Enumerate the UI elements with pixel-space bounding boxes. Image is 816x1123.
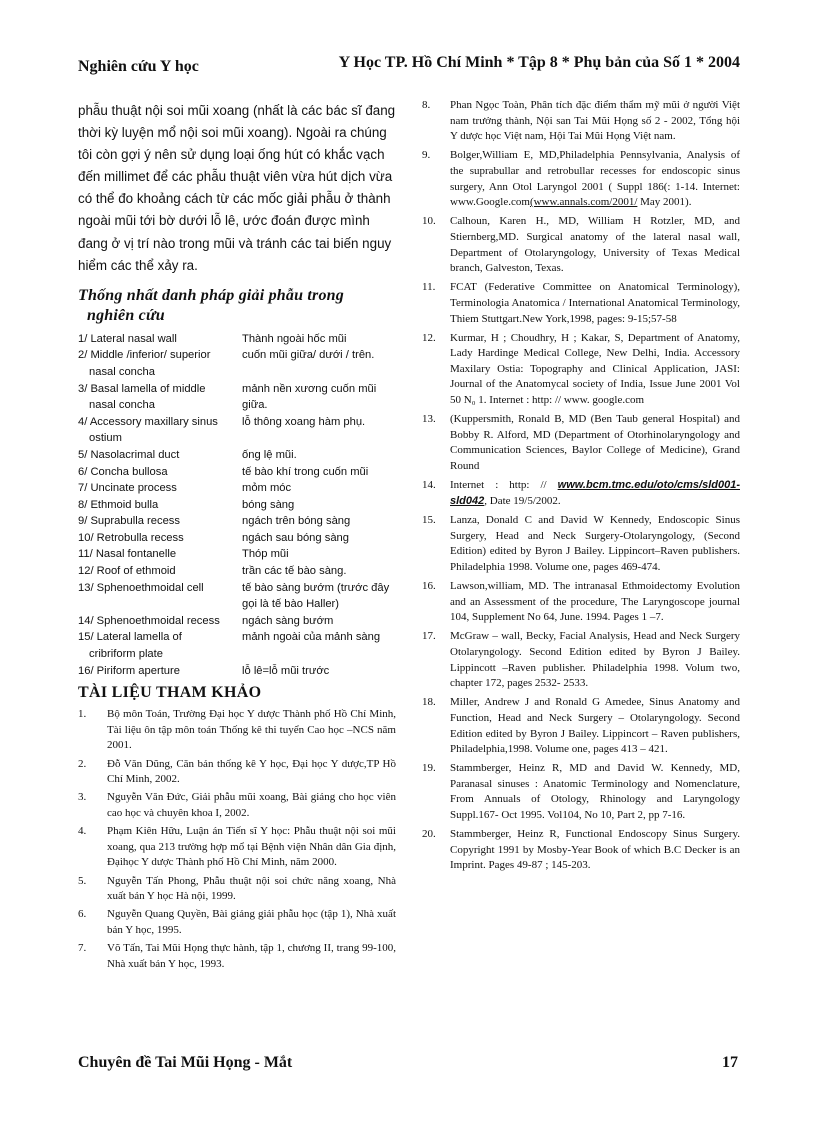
term-english bbox=[78, 381, 236, 414]
term-row bbox=[78, 414, 396, 447]
term-english-line: 8/ Ethmoid bulla bbox=[78, 498, 159, 511]
term-english-wrap: nasal concha bbox=[89, 365, 155, 378]
term-vietnamese: tế bào sàng bướm (trước đây gọi là tế bào Haller) bbox=[242, 581, 390, 611]
reference-text bbox=[450, 695, 740, 757]
reference-tail: , Date 19/5/2002. bbox=[484, 494, 561, 507]
term-vietnamese: mảnh nền xương cuốn mũi giữa. bbox=[242, 382, 377, 412]
intro-paragraph: phẫu thuật nội soi mũi xoang (nhất là các bác sĩ đang thời kỳ luyện mổ nội soi mũi xoang). Ngoài ra chúng tôi còn gợi ý nên sử dụng loại ống hút có khắc vạch đến millimet để các phẫu thuật viên vừa hút dịch vừa có thể đo khoảng cách từ các mốc giải phẫu ở thành ngoài mũi tới bờ dưới lỗ lê, ước đoán được mình đang ở vị trí nào trong mũi và tránh các tai biến nguy hiểm các thể xảy ra. bbox=[78, 103, 396, 273]
reference-item bbox=[422, 214, 740, 276]
reference-item bbox=[422, 695, 740, 757]
reference-number: 10. bbox=[422, 215, 436, 228]
reference-text bbox=[450, 478, 740, 509]
term-english bbox=[78, 580, 236, 613]
term-english-wrap: ostium bbox=[89, 432, 122, 445]
term-english bbox=[78, 563, 236, 580]
reference-item bbox=[78, 790, 396, 821]
section-title bbox=[78, 286, 396, 326]
reference-number: 6. bbox=[78, 908, 87, 921]
reference-text bbox=[450, 412, 740, 474]
reference-body: Calhoun, Karen H., MD, William H Rotzler, MD, and Stiernberg,MD. Surgical anatomy of the lateral nasal wall, Department of Otolaryngology, University of Texas Medical branch, Galveston, Texas. bbox=[450, 215, 740, 275]
term-english bbox=[78, 414, 236, 447]
reference-number: 12. bbox=[422, 331, 436, 344]
term-vietnamese: ngách sàng bướm bbox=[242, 614, 334, 627]
term-row bbox=[78, 613, 396, 630]
reference-body: Lawson,william, MD. The intranasal Ethmoidectomy Evolution and an Assessment of the procedure, The Laryngoscope journal 104, Supplement No 64, June. 1994. Pages 1 –7. bbox=[450, 579, 740, 624]
term-english-line: 5/ Nasolacrimal duct bbox=[78, 448, 180, 461]
term-vietnamese: lỗ lê=lỗ mũi trước bbox=[242, 664, 330, 677]
term-row bbox=[78, 663, 396, 680]
term-english-line: 12/ Roof of ethmoid bbox=[78, 565, 176, 578]
term-vietnamese: tế bào khí trong cuốn mũi bbox=[242, 465, 369, 478]
reference-text bbox=[107, 874, 396, 905]
term-english bbox=[78, 629, 236, 662]
reference-item bbox=[422, 629, 740, 691]
reference-item bbox=[422, 513, 740, 575]
reference-body: Stammberger, Heinz R, Functional Endoscopy Sinus Surgery. Copyright 1991 by Mosby-Year Book of which B.C Decker is an Imprint. Pages 49-87 ; 145-203. bbox=[450, 828, 740, 872]
term-row bbox=[78, 381, 396, 414]
term-english-line: 9/ Suprabulla recess bbox=[78, 515, 180, 528]
term-english-line: 6/ Concha bullosa bbox=[78, 465, 168, 478]
reference-item bbox=[422, 761, 740, 823]
reference-number: 11. bbox=[422, 281, 436, 294]
reference-text bbox=[107, 941, 396, 972]
reference-text bbox=[450, 629, 740, 691]
reference-body: Bộ môn Toán, Trường Đại học Y dược Thành phố Hồ Chí Minh, Tài liệu ôn tập môn toán Thống kê thi tuyển Cao học –NCS năm 2001. bbox=[107, 708, 396, 752]
reference-body: Stammberger, Heinz R, MD and David W. Kennedy, MD, Paranasal sinuses : Anatomic Terminology and Nomenclature, From Annuals of Otology, Rhinology and Laryngology Suppl.167- Oct 1995. Vol104, No 10, Part 2, pp 7-16. bbox=[450, 762, 740, 822]
term-row bbox=[78, 447, 396, 464]
reference-number: 4. bbox=[78, 825, 87, 838]
reference-body: McGraw – wall, Becky, Facial Analysis, Head and Neck Surgery Otolaryngology. Second Edition edited by Byron J Bailey. Lippincott –Raven publisher. Philadelphia 1998. Volum two, chapter 172, pages 2532- 2533. bbox=[450, 630, 740, 690]
reference-body: Võ Tấn, Tai Mũi Họng thực hành, tập 1, chương II, trang 99-100, Nhà xuất bản Y học, 1993. bbox=[107, 942, 396, 970]
term-english bbox=[78, 480, 236, 497]
reference-text bbox=[107, 707, 396, 754]
term-english bbox=[78, 331, 236, 348]
reference-body: Bolger,William E, MD,Philadelphia Pennsylvania, Analysis of the suprabullar and retrobullar recesses for endoscopic sinus surgery, Ann Otol Laryngol 2001 ( Suppl 186(: 1-14. Internet: www.Google.com bbox=[450, 149, 740, 209]
left-column bbox=[78, 100, 396, 975]
reference-text bbox=[450, 331, 740, 409]
term-vietnamese: mỏm móc bbox=[242, 482, 292, 495]
reference-body: Nguyễn Văn Đức, Giải phẫu mũi xoang, Bài giảng cho học viên cao học và chuyên khoa I, 2002. bbox=[107, 791, 396, 819]
reference-item bbox=[422, 331, 740, 409]
reference-body: Miller, Andrew J and Ronald G Amedee, Sinus Anatomy and Function, Head and Neck Surgery – Otolaryngology. Second Edition edited by Byron J Bailey. Lippincort – Raven publishers, Philadelphia,1998. Volume one, pages 413 – 421. bbox=[450, 696, 740, 756]
reference-body: Phan Ngọc Toàn, Phân tích đặc điểm thẩm mỹ mũi ở người Việt nam trưởng thành, Nội san Tai Mũi Họng số 2 - 2002, Tổng hội Y dược học Việt nam, Hội Tai Mũi Họng Việt nam. bbox=[450, 99, 740, 143]
term-vietnamese: bóng sàng bbox=[242, 498, 295, 511]
term-english bbox=[78, 663, 236, 680]
term-english bbox=[78, 497, 236, 514]
journal-header-title: Y Học TP. Hồ Chí Minh * Tập 8 * Phụ bản của Số 1 * 2004 bbox=[338, 54, 740, 71]
term-row bbox=[78, 563, 396, 580]
reference-number: 3. bbox=[78, 791, 87, 804]
term-row bbox=[78, 513, 396, 530]
term-row bbox=[78, 546, 396, 563]
reference-text bbox=[450, 214, 740, 276]
reference-item bbox=[78, 824, 396, 871]
reference-item bbox=[78, 907, 396, 938]
section-title-line1: Thống nhất danh pháp giải phẫu trong bbox=[78, 286, 344, 304]
right-column bbox=[422, 98, 740, 878]
reference-number: 18. bbox=[422, 696, 436, 709]
reference-number: 13. bbox=[422, 413, 436, 426]
reference-number: 8. bbox=[422, 99, 431, 111]
reference-body: Internet : http: // bbox=[450, 479, 558, 492]
reference-item bbox=[78, 874, 396, 905]
reference-item bbox=[422, 280, 740, 327]
reference-body: Đỗ Văn Dũng, Căn bản thống kê Y học, Đại học Y dược,TP Hồ Chí Minh, 2002. bbox=[107, 757, 396, 786]
term-english-line: 7/ Uncinate process bbox=[78, 482, 177, 495]
term-vietnamese: lỗ thông xoang hàm phụ. bbox=[242, 415, 366, 428]
term-english-wrap: cribriform plate bbox=[89, 648, 163, 661]
reference-text bbox=[450, 579, 740, 626]
reference-text bbox=[107, 757, 396, 788]
reference-text bbox=[450, 827, 740, 874]
term-row bbox=[78, 331, 396, 348]
term-english bbox=[78, 447, 236, 464]
term-english-line: 14/ Sphenoethmoidal recess bbox=[78, 614, 220, 627]
reference-text bbox=[450, 98, 740, 145]
reference-text bbox=[450, 148, 740, 210]
term-english-line: 10/ Retrobulla recess bbox=[78, 531, 184, 544]
term-vietnamese: Thóp mũi bbox=[242, 548, 289, 561]
reference-number: 20. bbox=[422, 828, 436, 841]
reference-link[interactable]: (www.annals.com/2001/ bbox=[529, 196, 638, 209]
reference-item bbox=[422, 98, 740, 145]
reference-text bbox=[107, 824, 396, 871]
term-english-line: 3/ Basal lamella of middle bbox=[78, 382, 206, 395]
term-english-line: 11/ Nasal fontanelle bbox=[78, 548, 177, 561]
reference-item bbox=[422, 579, 740, 626]
reference-number: 7. bbox=[78, 942, 87, 955]
term-english bbox=[78, 613, 236, 630]
reference-text bbox=[107, 790, 396, 821]
reference-body: Kurmar, H ; Choudhry, H ; Kakar, S, Department of Anatomy, Lady Hardinge Medical College, New Delhi, India. Accessory Maxilary Ostia: Topography and Clinical Application, JASI: Journal of the Anatomycal society of India, Issue June 2001 Vol 50 N₀ 1. Internet : http: // www. google.com bbox=[450, 331, 740, 407]
reference-number: 9. bbox=[422, 149, 431, 162]
references-title: TÀI LIỆU THAM KHẢO bbox=[78, 684, 262, 702]
term-vietnamese: ngách sau bóng sàng bbox=[242, 531, 349, 544]
term-vietnamese: ngách trên bóng sàng bbox=[242, 515, 351, 528]
terms-list bbox=[78, 331, 396, 679]
section-title-line2: nghiên cứu bbox=[87, 306, 165, 324]
term-vietnamese: Thành ngoài hốc mũi bbox=[242, 332, 347, 345]
term-english-line: 2/ Middle /inferior/ superior bbox=[78, 349, 211, 362]
reference-number: 2. bbox=[78, 757, 87, 770]
reference-tail: May 2001). bbox=[637, 196, 692, 209]
term-english-line: 16/ Piriform aperture bbox=[78, 664, 180, 677]
term-english-line: 1/ Lateral nasal wall bbox=[78, 332, 177, 345]
term-english bbox=[78, 546, 236, 563]
reference-item bbox=[78, 707, 396, 754]
term-row bbox=[78, 497, 396, 514]
reference-item bbox=[422, 478, 740, 509]
reference-item bbox=[422, 412, 740, 474]
references-right-list bbox=[422, 98, 740, 874]
term-english bbox=[78, 513, 236, 530]
page-number: 17 bbox=[722, 1054, 738, 1071]
term-english-wrap: nasal concha bbox=[89, 399, 155, 412]
term-row bbox=[78, 530, 396, 547]
term-english bbox=[78, 347, 236, 380]
reference-body: Nguyễn Tấn Phong, Phẫu thuật nội soi chức năng xoang, Nhà xuất bản Y học Hà nội, 1999. bbox=[107, 874, 396, 903]
reference-text bbox=[107, 907, 396, 938]
term-english-line: 15/ Lateral lamella of bbox=[78, 631, 182, 644]
reference-item bbox=[422, 148, 740, 210]
reference-text bbox=[450, 761, 740, 823]
reference-body: (Kuppersmith, Ronald B, MD (Ben Taub general Hospital) and Bobby R. Alford, MD (Department of Otorhinolaryngology and Communication Sciences, Baylor College of Medicine), Grand Round bbox=[450, 413, 740, 473]
reference-number: 14. bbox=[422, 479, 436, 492]
reference-item bbox=[422, 827, 740, 874]
references-left-list bbox=[78, 707, 396, 972]
term-english-line: 4/ Accessory maxillary sinus bbox=[78, 415, 218, 428]
reference-number: 17. bbox=[422, 630, 436, 643]
reference-number: 19. bbox=[422, 762, 436, 775]
term-vietnamese: cuốn mũi giữa/ dưới / trên. bbox=[242, 349, 375, 362]
term-row bbox=[78, 464, 396, 481]
reference-text bbox=[450, 280, 740, 327]
reference-item bbox=[78, 757, 396, 788]
term-row bbox=[78, 629, 396, 662]
reference-number: 1. bbox=[78, 708, 87, 721]
term-row bbox=[78, 347, 396, 380]
reference-text bbox=[450, 513, 740, 575]
reference-number: 5. bbox=[78, 874, 87, 887]
reference-body: Lanza, Donald C and David W Kennedy, Endoscopic Sinus Surgery, Head and Neck Surgery-Otolaryngology, (Second Edition) edited by Byron J Bailey. Lippincort–Raven publishers. Philadelphia 1998. Volume one, pages 469-474. bbox=[450, 514, 740, 573]
reference-body: FCAT (Federative Committee on Anatomical Terminology), Terminologia Anatomica / International Anatomical Terminology, Thiem Stuttgart.New York,1998, pages: 9-15;57-58 bbox=[450, 281, 740, 325]
term-row bbox=[78, 480, 396, 497]
term-english bbox=[78, 530, 236, 547]
term-english-line: 13/ Sphenoethmoidal cell bbox=[78, 581, 204, 594]
term-vietnamese: mảnh ngoài của mảnh sàng bbox=[242, 631, 381, 644]
reference-number: 15. bbox=[422, 514, 436, 526]
reference-body: Phạm Kiên Hữu, Luận án Tiến sĩ Y học: Phẫu thuật nội soi mũi xoang, qua 213 trường hợp mổ tại Bệnh viện Nhân dân Gia định, Đạihọc Y dược Thành phố Hồ Chí Minh, năm 2000. bbox=[107, 825, 396, 869]
reference-item bbox=[78, 941, 396, 972]
term-english bbox=[78, 464, 236, 481]
reference-number: 16. bbox=[422, 579, 436, 592]
footer-topic: Chuyên đề Tai Mũi Họng - Mắt bbox=[78, 1054, 293, 1071]
journal-section-label: Nghiên cứu Y học bbox=[78, 58, 199, 75]
reference-body: Nguyễn Quang Quyền, Bài giảng giải phẫu học (tập 1), Nhà xuất bản Y học, 1995. bbox=[107, 908, 396, 936]
term-row bbox=[78, 580, 396, 613]
term-vietnamese: trần các tế bào sàng. bbox=[242, 565, 347, 578]
reference-link[interactable]: www.bcm.tmc.edu/oto/cms/sld001-sld042 bbox=[450, 479, 740, 507]
term-vietnamese: ống lệ mũi. bbox=[242, 448, 297, 461]
